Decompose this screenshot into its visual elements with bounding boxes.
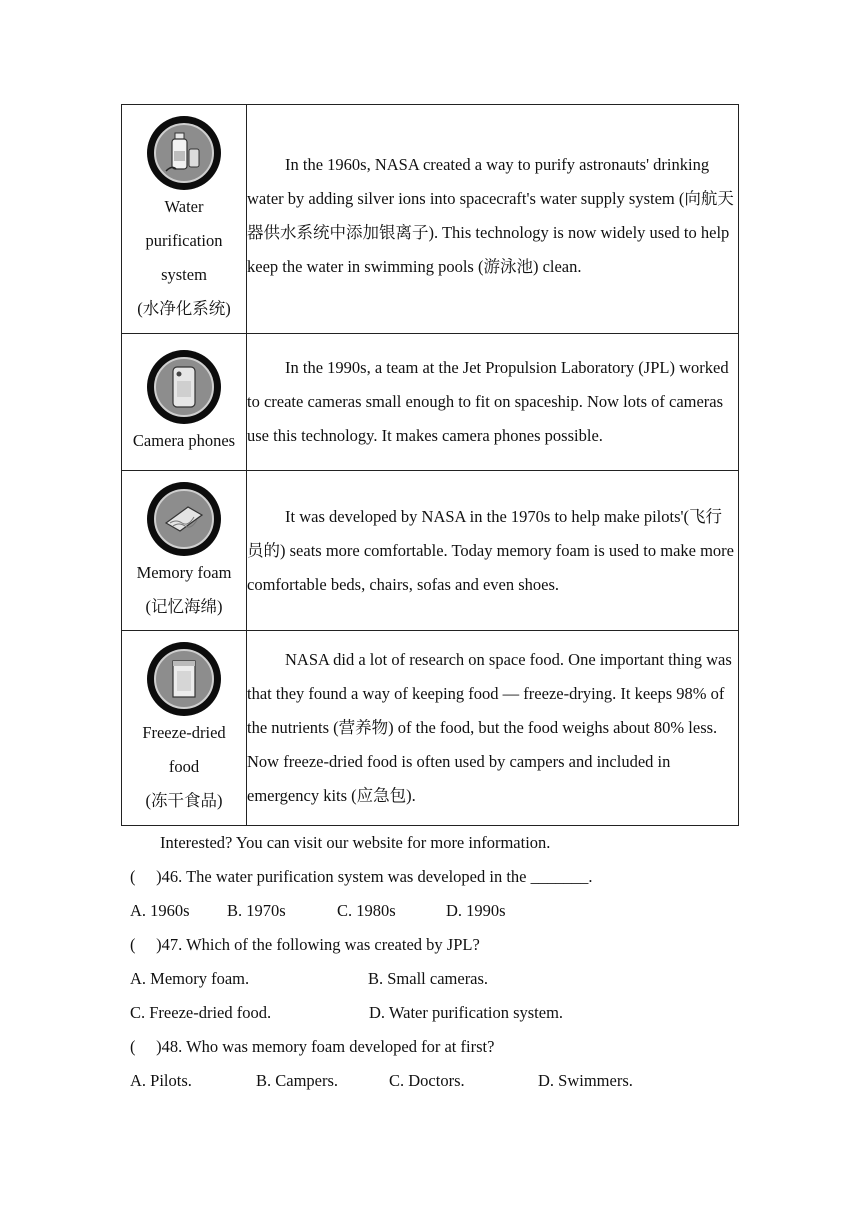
option-48-a: A. Pilots. bbox=[130, 1071, 192, 1090]
table-row bbox=[122, 631, 739, 826]
row-label-cell bbox=[122, 471, 247, 631]
row-description: In the 1990s, a team at the Jet Propulsion Laboratory (JPL) worked to create cameras small enough to fit on spaceship. Now lots of cameras use this technology. It makes camera phones possible. bbox=[247, 358, 729, 445]
row-description-cell bbox=[247, 105, 739, 334]
question-47: ( )47. Which of the following was created by JPL? bbox=[130, 935, 480, 954]
option-47-b: B. Small cameras. bbox=[368, 969, 489, 988]
option-46-c: C. 1980s bbox=[337, 901, 396, 920]
row-label: Camera phones bbox=[132, 431, 236, 450]
row-description-cell bbox=[247, 631, 739, 826]
row-description: In the 1960s, NASA created a way to purify astronauts' drinking water by adding silver ions into spacecraft's water supply system (向航天器供水系统中添加银离子). This technology is now widely used to help keep the water in swimming pools (游泳池) clean. bbox=[247, 155, 734, 276]
freeze-dried-food-icon bbox=[147, 642, 221, 716]
row-label-cell bbox=[122, 631, 247, 826]
row-description-cell bbox=[247, 471, 739, 631]
row-description-cell bbox=[247, 334, 739, 471]
row-label-cell bbox=[122, 105, 247, 334]
question-48: ( )48. Who was memory foam developed for at first? bbox=[130, 1037, 495, 1056]
row-description: NASA did a lot of research on space food. One important thing was that they found a way of keeping food — freeze-drying. It keeps 98% of the nutrients (营养物) of the food, but the food weighs about 80% less. Now freeze-dried food is often used by campers and included in emergency kits (应急包). bbox=[247, 650, 732, 805]
option-46-b: B. 1970s bbox=[227, 901, 286, 920]
memory-foam-icon bbox=[147, 482, 221, 556]
camera-phone-icon bbox=[147, 350, 221, 424]
row-description: It was developed by NASA in the 1970s to help make pilots'(飞行员的) seats more comfortable. Today memory foam is used to make more comfortable beds, chairs, sofas and even shoes. bbox=[247, 506, 734, 594]
option-48-d: D. Swimmers. bbox=[538, 1071, 633, 1090]
table-row bbox=[122, 334, 739, 471]
option-47-a: A. Memory foam. bbox=[130, 969, 250, 988]
option-48-b: B. Campers. bbox=[256, 1071, 339, 1090]
table-row bbox=[122, 105, 739, 334]
option-46-a: A. 1960s bbox=[130, 901, 190, 920]
option-48-c: C. Doctors. bbox=[389, 1071, 465, 1090]
closing-line: Interested? You can visit our website for more information. bbox=[160, 833, 551, 852]
table-row bbox=[122, 471, 739, 631]
option-47-c: C. Freeze-dried food. bbox=[130, 1003, 272, 1022]
row-label-cell bbox=[122, 334, 247, 471]
technology-table bbox=[121, 104, 739, 826]
question-46: ( )46. The water purification system was developed in the _______. bbox=[130, 867, 593, 886]
option-47-d: D. Water purification system. bbox=[369, 1003, 564, 1022]
option-46-d: D. 1990s bbox=[446, 901, 506, 920]
row-label: Water purification system (水净化系统) bbox=[137, 197, 231, 318]
water-bottle-icon bbox=[147, 116, 221, 190]
row-label: Freeze-dried food (冻干食品) bbox=[142, 723, 226, 810]
row-label: Memory foam (记忆海绵) bbox=[136, 562, 232, 616]
